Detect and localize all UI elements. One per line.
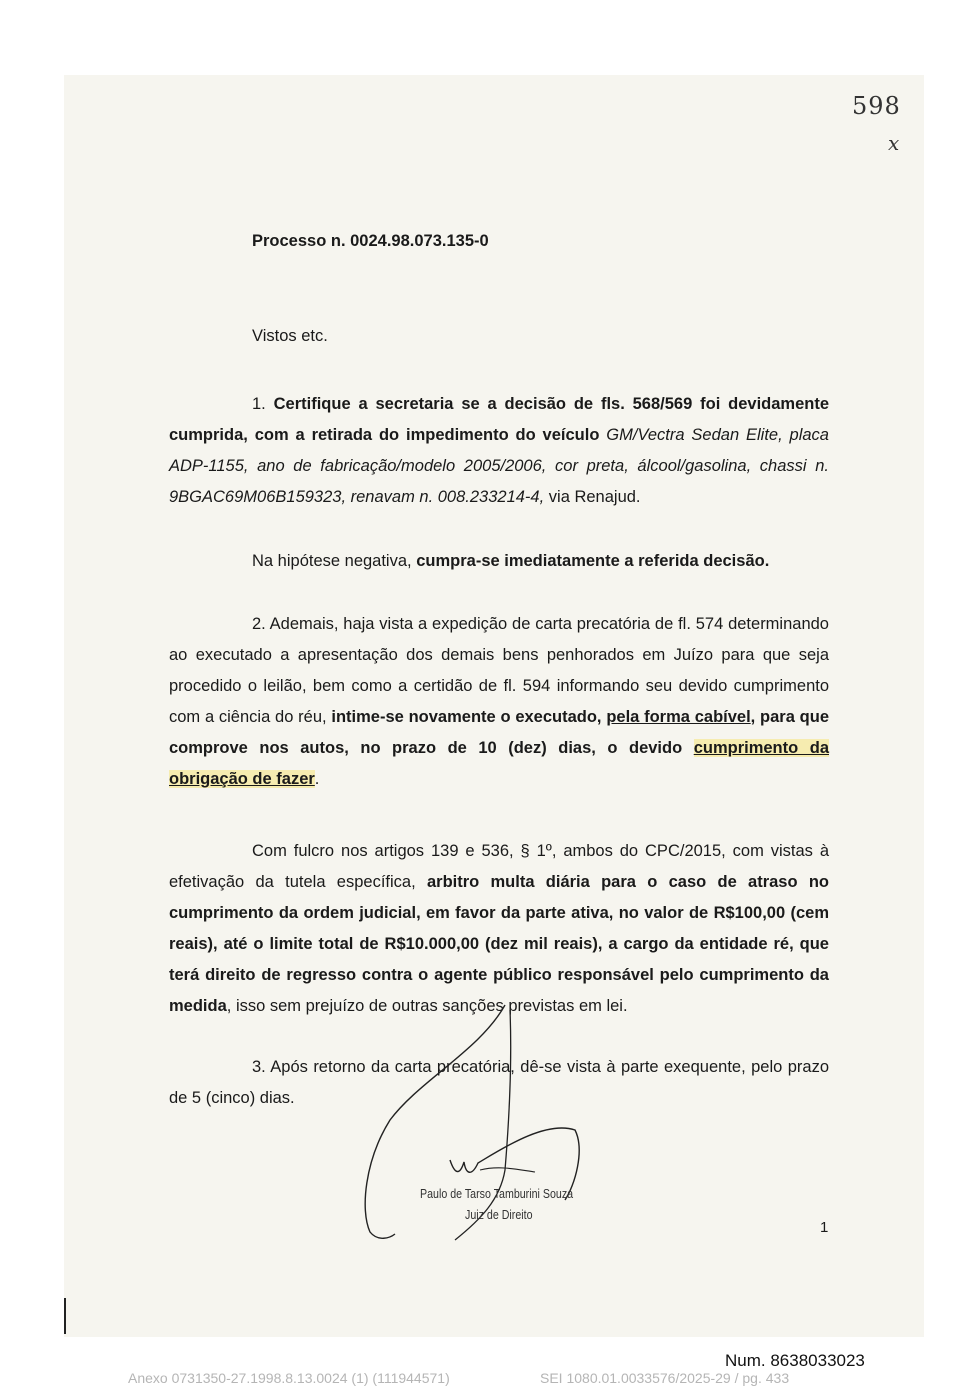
p3-underlined-2: cumprimento da obrigação de fazer <box>169 739 829 788</box>
p1-vehicle-details: GM/Vectra Sedan Elite, placa ADP-1155, ano de fabricação/modelo 2005/2006, cor preta, álcool/gasolina, chassi n. 9BGAC69M06B159323, renavam n. 008.233214-4, <box>169 426 829 506</box>
document-number: Num. 8638033023 <box>725 1351 865 1370</box>
paragraph-4 <box>169 836 829 1022</box>
p3-end: . <box>314 770 320 788</box>
paragraph-3 <box>169 609 829 795</box>
p1-tail: via Renajud. <box>548 488 641 506</box>
p1-bold: Certifique a secretaria se a decisão de fls. 568/569 foi devidamente cumprida, com a retirada do impedimento do veículo <box>169 395 829 444</box>
page-number: 1 <box>820 1219 829 1236</box>
p5-text: 3. Após retorno da carta precatória, dê-se vista à parte exequente, pelo prazo de 5 (cinco) dias. <box>169 1058 829 1107</box>
p3-bold-1: intime-se novamente o executado, <box>331 708 602 726</box>
p2-normal: Na hipótese negativa, <box>252 552 412 570</box>
handwritten-page-number: 598 <box>852 92 901 120</box>
p4-normal-2: , isso sem prejuízo de outras sanções previstas em lei. <box>226 997 628 1015</box>
p4-normal-1: Com fulcro nos artigos 139 e 536, § 1º, ambos do CPC/2015, com vistas à efetivação da tutela específica, <box>169 842 829 891</box>
p2-bold: cumpra-se imediatamente a referida decisão. <box>416 552 770 570</box>
p3-normal: Ademais, haja vista a expedição de carta precatória de fl. 574 determinando ao executado a apresentação dos demais bens penhorados em Juízo para que seja procedido o leilão, bem como a certidão de fl. 594 informando seu devido cumprimento com a ciência do réu, <box>169 615 829 726</box>
signature-role: Juiz de Direito <box>465 1207 533 1222</box>
page-edge-mark <box>64 1298 66 1334</box>
paragraph-2 <box>169 546 829 577</box>
process-title: Processo n. 0024.98.073.135-0 <box>252 232 489 250</box>
footer-sei: SEI 1080.01.0033576/2025-29 / pg. 433 <box>540 1370 790 1386</box>
footer-attachment: Anexo 0731350-27.1998.8.13.0024 (1) (111944571) <box>128 1370 450 1386</box>
handwritten-mark: x <box>888 131 900 155</box>
p1-number: 1. <box>252 395 266 413</box>
p3-bold-2: , para que comprove nos autos, no prazo de 10 (dez) dias, o devido <box>169 708 829 757</box>
paragraph-1 <box>169 389 829 513</box>
p4-bold: arbitro multa diária para o caso de atraso no cumprimento da ordem judicial, em favor da parte ativa, no valor de R$100,00 (cem reais), até o limite total de R$10.000,00 (dez mil reais), a cargo da entidade ré, que terá direito de regresso contra o agente público responsável pelo cumprimento da medida <box>169 873 830 1015</box>
vistos-line: Vistos etc. <box>252 327 328 345</box>
p3-underlined-1: pela forma cabível <box>606 708 751 726</box>
p3-number: 2. <box>252 615 266 633</box>
signature-name: Paulo de Tarso Tamburini Souza <box>420 1186 574 1201</box>
